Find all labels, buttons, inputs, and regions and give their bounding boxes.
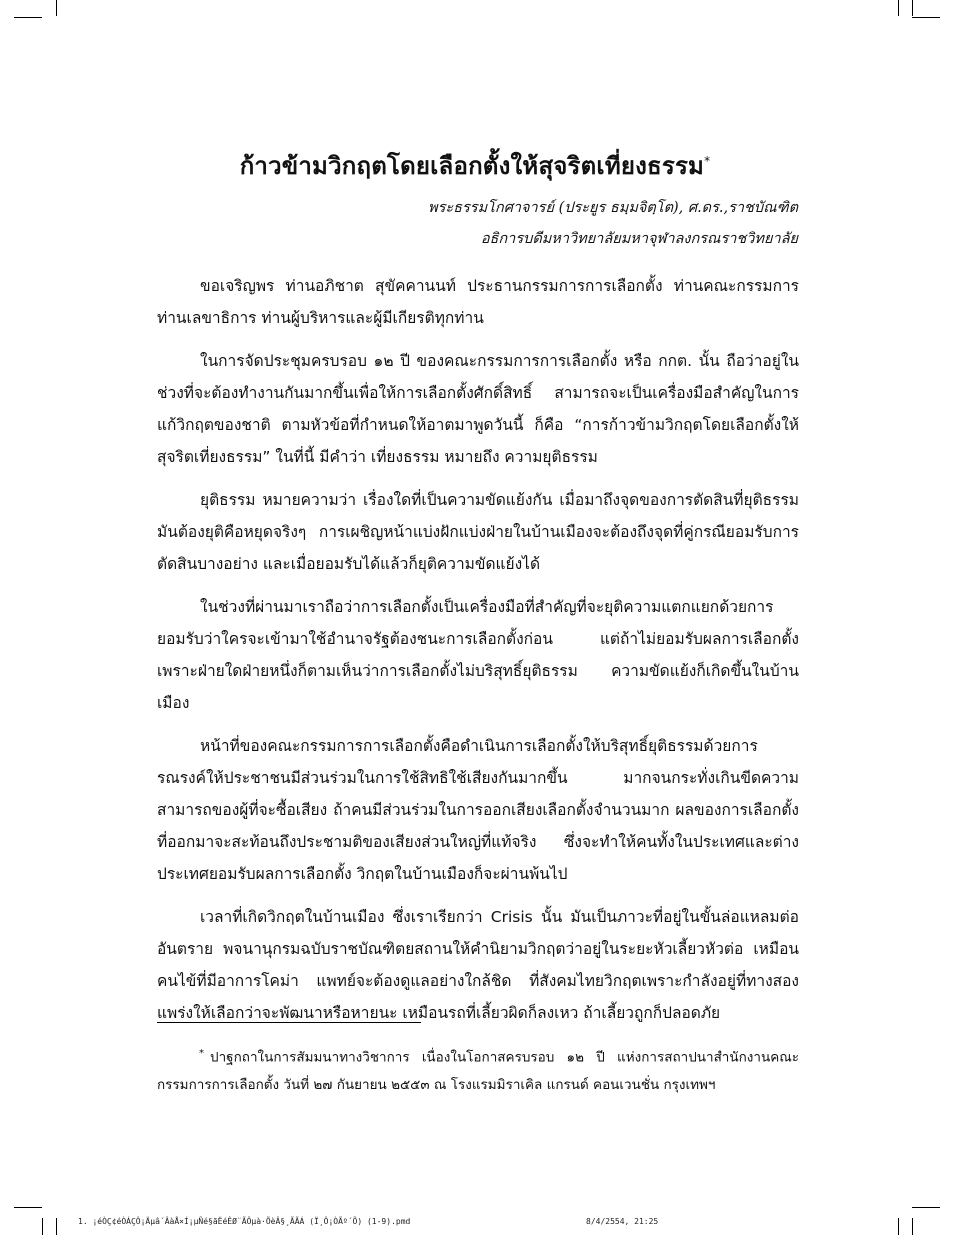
- paragraph: ยุติธรรม หมายความว่า เรื่องใดที่เป็นความขัดแย้งกัน เมื่อมาถึงจุดของการตัดสินที่ยุติธรรม มันต้องยุติคือหยุดจริงๆ การเผชิญหน้าแบ่งฝักแบ่งฝ่ายในบ้านเมืองจะต้องถึงจุดที่คู่กรณียอมรับการตัดสินบางอย่าง และเมื่อยอมรับได้แล้วก็ยุติความขัดแย้งได้: [157, 491, 799, 573]
- crop-mark-bottom-right-v: [898, 1218, 899, 1235]
- document-title: [150, 146, 800, 185]
- footnote-text-block: [157, 1040, 799, 1099]
- paragraph: ในการจัดประชุมครบรอบ ๑๒ ปี ของคณะกรรมการการเลือกตั้ง หรือ กกต. นั้น ถือว่าอยู่ในช่วงที่จะต้องทำงานกันมากขึ้นเพื่อให้การเลือกตั้งศักดิ์สิทธิ์ สามารถจะเป็นเครื่องมือสำคัญในการแก้วิกฤตของชาติ ตามหัวข้อที่กำหนดให้อาตมาพูดวันนี้ ก็คือ “การก้าวข้ามวิกฤตโดยเลือกตั้งให้สุจริตเที่ยงธรรม” ในที่นี้ มีคำว่า เที่ยงธรรม หมายถึง ความยุติธรรม: [157, 352, 799, 466]
- crop-mark-bottom-right-v2: [912, 1218, 913, 1235]
- footnote-text: ปาฐกถาในการสัมมนาทางวิชาการ เนื่องในโอกาสครบรอบ ๑๒ ปี แห่งการสถาปนาสำนักงานคณะกรรมการการเลือกตั้ง วันที่ ๒๗ กันยายน ๒๕๕๓ ณ โรงแรมมิราเคิล แกรนด์ คอนเวนชั่น กรุงเทพฯ: [157, 1049, 799, 1093]
- title-footnote-mark: *: [704, 154, 711, 168]
- document-body: [157, 270, 799, 1040]
- footnote: [157, 1040, 799, 1099]
- crop-mark-top-right-v: [898, 0, 899, 16]
- author-position-line: อธิการบดีมหาวิทยาลัยมหาจุฬาลงกรณราชวิทยาลัย: [480, 231, 798, 247]
- crop-mark-bottom-left-v2: [42, 1218, 43, 1235]
- crop-mark-bottom-left-v: [56, 1218, 57, 1235]
- crop-mark-top-right-h: [912, 17, 940, 18]
- crop-mark-top-left-v: [56, 0, 57, 16]
- crop-mark-top-right-v2: [912, 0, 913, 16]
- paragraph: หน้าที่ของคณะกรรมการการเลือกตั้งคือดำเนินการเลือกตั้งให้บริสุทธิ์ยุติธรรมด้วยการรณรงค์ให้ประชาชนมีส่วนร่วมในการใช้สิทธิใช้เสียงกันมากขึ้น มากจนกระทั่งเกินขีดความสามารถของผู้ที่จะซื้อเสียง ถ้าคนมีส่วนร่วมในการออกเสียงเลือกตั้งจำนวนมาก ผลของการเลือกตั้งที่ออกมาจะสะท้อนถึงประชามติของเสียงส่วนใหญ่ที่แท้จริง ซึ่งจะทำให้คนทั้งในประเทศและต่างประเทศยอมรับผลการเลือกตั้ง วิกฤตในบ้านเมืองก็จะผ่านพ้นไป: [157, 737, 799, 883]
- crop-mark-bottom-right-h: [912, 1207, 940, 1208]
- paragraph: เวลาที่เกิดวิกฤตในบ้านเมือง ซึ่งเราเรียกว่า Crisis นั้น มันเป็นภาวะที่อยู่ในขั้นล่อแหลมต่ออันตราย พจนานุกรมฉบับราชบัณฑิตยสถานให้คำนิยามวิกฤตว่าอยู่ในระยะหัวเลี้ยวหัวต่อ เหมือนคนไข้ที่มีอาการโคม่า แพทย์จะต้องดูแลอย่างใกล้ชิด ที่สังคมไทยวิกฤตเพราะกำลังอยู่ที่ทางสองแพร่งให้เลือกว่าจะพัฒนาหรือหายนะ เหมือนรถที่เลี้ยวผิดก็ลงเหว ถ้าเลี้ยวถูกก็ปลอดภัย: [157, 908, 799, 1022]
- footnote-separator: [157, 1022, 421, 1023]
- print-slug-timestamp: 8/4/2554, 21:25: [586, 1217, 659, 1226]
- author-name-line: พระธรรมโกศาจารย์ (ประยูร ธมฺมจิตฺโต), ศ.ดร.,ราชบัณฑิต: [428, 200, 798, 216]
- print-slug-filename: 1. ¡éÒÇ¢éÒÁÇÔ¡Äµâ´ÂàÅ×Í¡µÑé§ãËéÊØ¨ÃÔµà·ÕèÂ§¸ÃÃÁ (Ï¸Ô¡ÒÃº´Õ) (1-9).pmd: [78, 1217, 411, 1226]
- crop-mark-bottom-left-h: [14, 1207, 42, 1208]
- paragraph: ขอเจริญพร ท่านอภิชาต สุขัคคานนท์ ประธานกรรมการการเลือกตั้ง ท่านคณะกรรมการ ท่านเลขาธิการ ท่านผู้บริหารและผู้มีเกียรติทุกท่าน: [157, 277, 799, 327]
- crop-mark-top-left-h: [14, 17, 42, 18]
- footnote-mark: *: [199, 1048, 204, 1059]
- document-title-text: ก้าวข้ามวิกฤตโดยเลือกตั้งให้สุจริตเที่ยงธรรม: [239, 152, 705, 180]
- paragraph: ในช่วงที่ผ่านมาเราถือว่าการเลือกตั้งเป็นเครื่องมือที่สำคัญที่จะยุติความแตกแยกด้วยการยอมรับว่าใครจะเข้ามาใช้อำนาจรัฐต้องชนะการเลือกตั้งก่อน แต่ถ้าไม่ยอมรับผลการเลือกตั้ง เพราะฝ่ายใดฝ่ายหนึ่งก็ตามเห็นว่าการเลือกตั้งไม่บริสุทธิ์ยุติธรรม ความขัดแย้งก็เกิดขึ้นในบ้านเมือง: [157, 598, 799, 712]
